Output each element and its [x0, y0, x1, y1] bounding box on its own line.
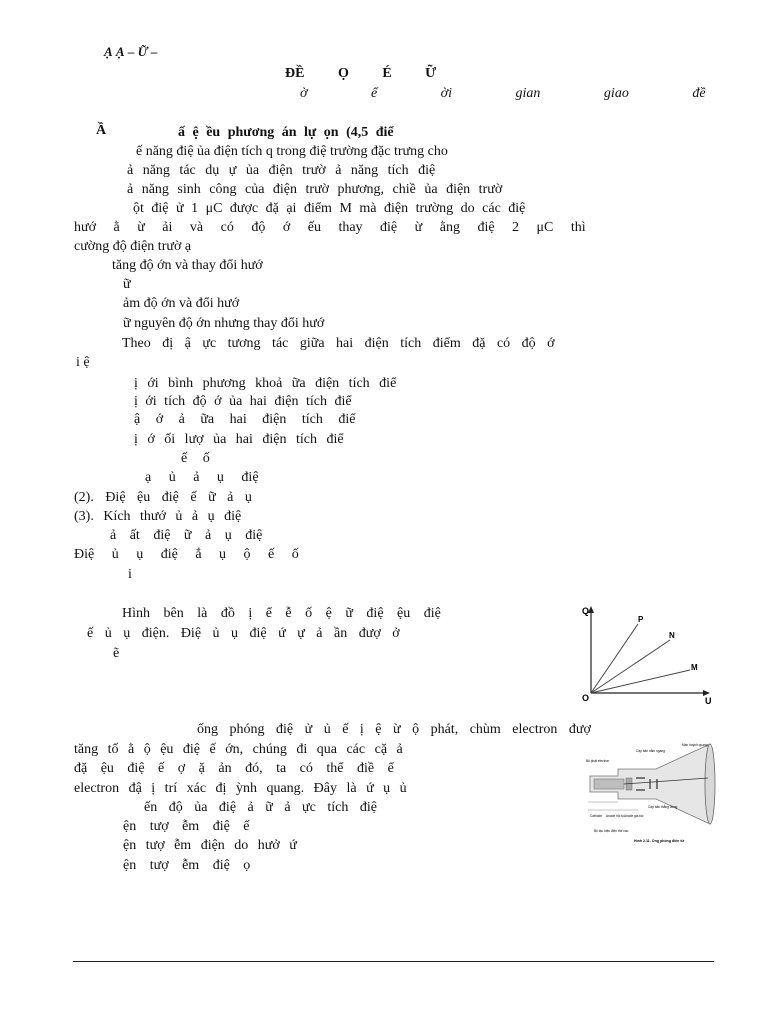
- answer-option: ậ ớ ả ữa hai điện tích điể: [134, 412, 356, 427]
- text-line: tăng tố ằ ộ ệu điệ ế ớn, chúng đi qua các cặ ả: [74, 742, 403, 757]
- horizontal-plates: [636, 777, 645, 779]
- text-line: ẽ: [113, 646, 120, 661]
- vertical-plates-right: [656, 779, 658, 789]
- x-axis-label: U: [705, 696, 712, 705]
- line-m-label: M: [691, 663, 698, 672]
- text-line: i: [128, 567, 132, 582]
- text-line: (2). Điệ ệu điệ ế ữ ả ụ: [74, 490, 252, 505]
- exam-subtitle: ờ ể ời gian giao đề: [300, 86, 706, 101]
- charge-voltage-graph: [578, 600, 718, 705]
- text-line: ả ất điệ ữ ả ụ điệ: [110, 528, 263, 543]
- answer-option: ữ: [123, 277, 131, 292]
- text-line: đặ ệu điệ ế ợ ặ ản đó, ta có thể điề ể: [74, 761, 394, 776]
- text-line: ả năng tác dụ ự ủa điện trườ ả năng tích điệ: [127, 163, 436, 178]
- text-line: cường độ điện trườ ạ: [74, 239, 192, 254]
- section-heading: ấ ệ ều phương án lự ọn (4,5 điể: [178, 125, 394, 140]
- line-n-label: N: [669, 631, 675, 640]
- answer-option: ị ớ ối lượ ủa hai điện tích điể: [134, 432, 344, 447]
- text-line: ến độ ủa điệ ả ữ ả ực tích điệ: [144, 800, 377, 815]
- answer-option: tăng độ ớn và thay đổi hướ: [112, 258, 263, 273]
- text-line: ả năng sinh công của điện trườ phương, chiề ủa điện trườ: [127, 182, 503, 197]
- answer-option: ện tượ ễm điệ ế: [123, 819, 250, 834]
- text-line: Điệ ủ ụ điệ ắ ụ ộ ế ố: [74, 547, 299, 562]
- text-line: hướ ằ ừ ải và có độ ớ ếu thay điệ ừ ằng điệ 2 μC thì: [74, 220, 586, 235]
- label-vertical-plates: Cặp bản thẳng đứng: [648, 805, 678, 809]
- header-line: Ạ Ạ – Ữ –: [104, 44, 158, 59]
- text-line: ạ ủ ả ụ điệ: [145, 470, 259, 485]
- text-line: electron đậ ị trí xác đị ỳnh quang. Đây là ứ ụ ủ: [74, 781, 407, 796]
- text-line: i ệ: [76, 355, 90, 370]
- line-m: [591, 670, 690, 693]
- answer-option: ảm độ ớn và đổi hướ: [123, 296, 240, 311]
- label-focus-anode: Anode hội tụ: [606, 814, 624, 818]
- text-line: ế năng điệ ủa điện tích q trong điệ trường đặc trưng cho: [136, 144, 448, 159]
- text-line: ột điệ ử 1 μC được đặ ại điểm M mà điện trường do các điệ: [133, 201, 526, 216]
- text-line: ế ủ ụ điện. Điệ ủ ụ điệ ứ ự ả ần đượ ở: [87, 626, 400, 641]
- text-line: ống phóng điệ ử ủ ế ị ệ ừ ộ phát, chùm electron đượ: [197, 722, 591, 737]
- section-marker: Ầ: [96, 123, 107, 138]
- text-line: Theo đị ậ ực tương tác giữa hai điện tích điểm đặ có độ ớ: [122, 336, 555, 351]
- figure-caption: Hình 2.11. Ống phóng điện tử: [634, 839, 685, 843]
- label-electron-source: Bộ phát electron: [586, 759, 610, 763]
- line-p-label: P: [638, 615, 644, 624]
- text-line: ế ố: [181, 451, 210, 466]
- text-line: (3). Kích thướ ủ ả ụ điệ: [74, 509, 242, 524]
- origin-label: O: [582, 693, 590, 703]
- answer-option: ữ nguyên độ ớn nhưng thay đổi hướ: [123, 316, 325, 331]
- answer-option: ị ới bình phương khoả ữa điện tích điể: [134, 376, 397, 391]
- horizontal-plates-lower: [636, 789, 645, 791]
- y-axis-label: Q: [582, 606, 590, 616]
- label-horizontal-plates: Cặp bản nằm ngang: [636, 749, 665, 753]
- label-cathode: Cathode: [590, 814, 603, 818]
- cathode-ray-tube-figure: [578, 738, 718, 846]
- answer-option: ện tượ ễm điệ ọ: [123, 858, 251, 873]
- answer-option: ị ới tích độ ớ ủa hai điện tích điể: [134, 394, 352, 409]
- line-p: [591, 624, 638, 693]
- line-n: [591, 640, 670, 693]
- label-accel-anode: Anode gia tốc: [624, 814, 644, 818]
- answer-option: ện tượ ễm điện do hưở ứ: [123, 838, 297, 853]
- label-high-voltage: Bộ tạo hiệu điện thế cao: [594, 829, 629, 833]
- text-line: Hình bên là đồ ị ể ễ ố ệ ữ điệ ệu điệ: [122, 606, 441, 621]
- electron-gun: [594, 779, 624, 789]
- vertical-plates: [649, 779, 651, 789]
- exam-title: ĐỀ Ọ É Ữ: [285, 66, 437, 81]
- label-screen: Màn huỳnh quang: [682, 743, 708, 747]
- footer-divider: [73, 961, 714, 962]
- fluorescent-screen: [705, 744, 715, 824]
